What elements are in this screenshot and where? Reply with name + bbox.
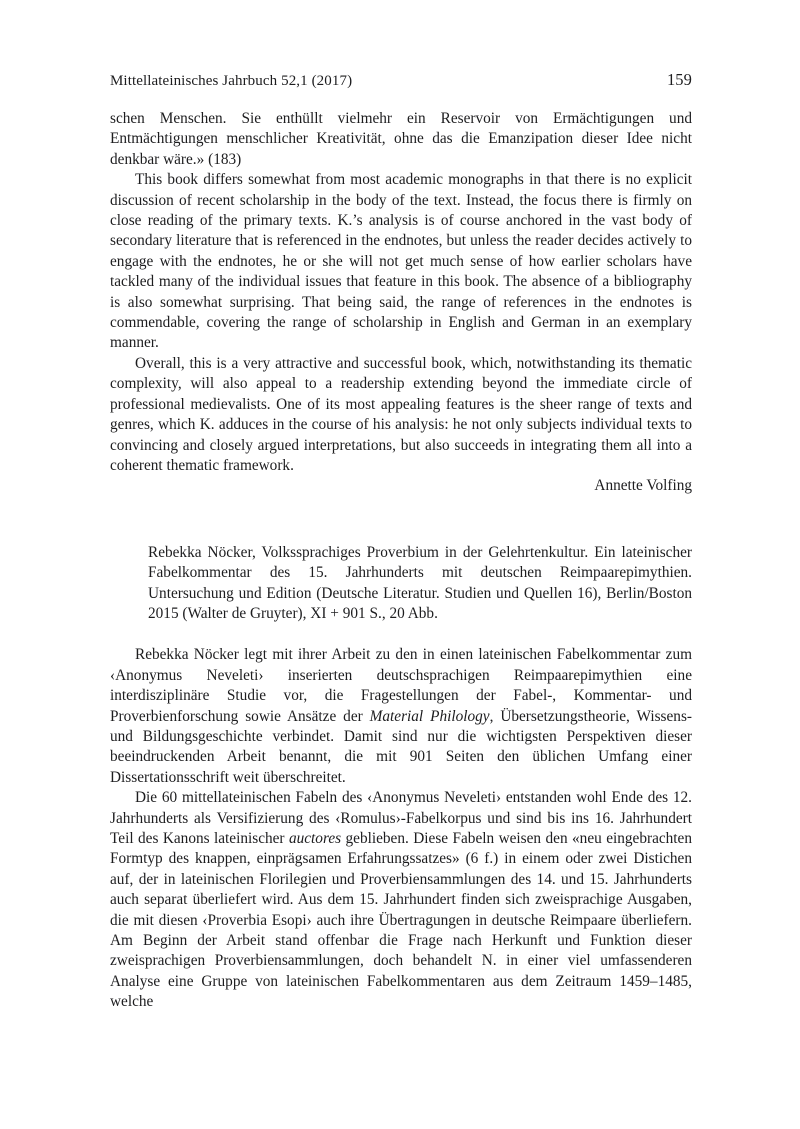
journal-title: Mittellateinisches Jahrbuch 52,1 (2017): [110, 73, 353, 89]
paragraph-noecker-fables: Die 60 mittellateinischen Fabeln des ‹Anonymus Neveleti› entstanden wohl Ende des 12. Jahrhunderts als Versifizierung des ‹Romulus›-Fabelkorpus und sind bis ins 16. Jahrhundert Teil des Kanons lateinischer auctores geblieben. Diese Fabeln weisen den «neu eingebrachten Formtyp des knappen, einprägsamen Erfahrungssatzes» (6 f.) in einem oder zwei Distichen auf, der in lateinischen Florilegien und Proverbiensammlungen des 14. und 15. Jahrhunderts auch separat überliefert wird. Aus dem 15. Jahrhundert finden sich zweisprachige Ausgaben, die mit diesen ‹Proverbia Esopi› auch ihre Übertragungen in deutsche Reimpaare überliefern. Am Beginn der Arbeit stand offenbar die Frage nach Herkunft und Funktion dieser zweisprachigen Proverbiensammlungen, doch behandelt N. in einer viel umfassenderen Analyse eine Gruppe von lateinischen Fabelkommentaren aus dem Zeitraum 1459–1485, welche: [110, 789, 692, 1011]
paragraph-this-book: This book differs somewhat from most academic monographs in that there is no explicit discussion of recent scholarship in the body of the text. Instead, the focus there is firmly on close reading of the primary texts. K.’s analysis is of course anchored in the vast body of secondary literature that is referenced in the endnotes, but unless the reader decides actively to engage with the endnotes, he or she will not get much sense of how earlier scholars have tackled many of the individual issues that feature in this book. The absence of a bibliography is also somewhat surprising. That being said, the range of references in the endnotes is commendable, covering the range of scholarship in English and German in an exemplary manner.: [110, 171, 692, 352]
running-head: [110, 70, 692, 90]
page-number: 159: [666, 70, 692, 89]
page-body: [110, 109, 692, 1013]
paragraph-noecker-intro: Rebekka Nöcker legt mit ihrer Arbeit zu den in einen lateinischen Fabelkommentar zum ‹Anonymus Neveleti› inserierten deutschsprachigen Reimpaarepimythien eine interdisziplinäre Studie vor, die Fragestellungen der Fabel-, Kommentar- und Proverbienforschung sowie Ansätze der Material Philology, Übersetzungstheorie, Wissens- und Bildungsgeschichte verbindet. Damit sind nur die wichtigsten Perspektiven dieser beeindruckenden Arbeit benannt, die mit 901 Seiten den üblichen Umfang einer Dissertationsschrift weit überschreitet.: [110, 646, 692, 786]
bibliographic-entry: Rebekka Nöcker, Volkssprachiges Proverbium in der Gelehrtenkultur. Ein lateinischer Fabelkommentar des 15. Jahrhunderts mit deutschen Reimpaarepimythien. Untersuchung und Edition (Deutsche Literatur. Studien und Quellen 16), Berlin/Boston 2015 (Walter de Gruyter), XI + 901 S., 20 Abb.: [148, 543, 692, 622]
paragraph-overall: Overall, this is a very attractive and successful book, which, notwithstanding its thematic complexity, will also appeal to a readership extending beyond the immediate circle of professional medievalists. One of its most appealing features is the sheer range of texts and genres, which K. adduces in the course of his analysis: he not only subjects individual texts to convincing and closely argued interpretations, but also succeeds in integrating them all into a coherent thematic framework.: [110, 354, 692, 474]
reviewer-name: Annette Volfing: [594, 477, 692, 495]
paragraph-review-continuation: schen Menschen. Sie enthüllt vielmehr ein Reservoir von Ermächtigungen und Entmächtigungen menschlicher Kreativität, ohne das die Emanzipation dieser Idee nicht denkbar wäre.» (183): [110, 110, 692, 168]
